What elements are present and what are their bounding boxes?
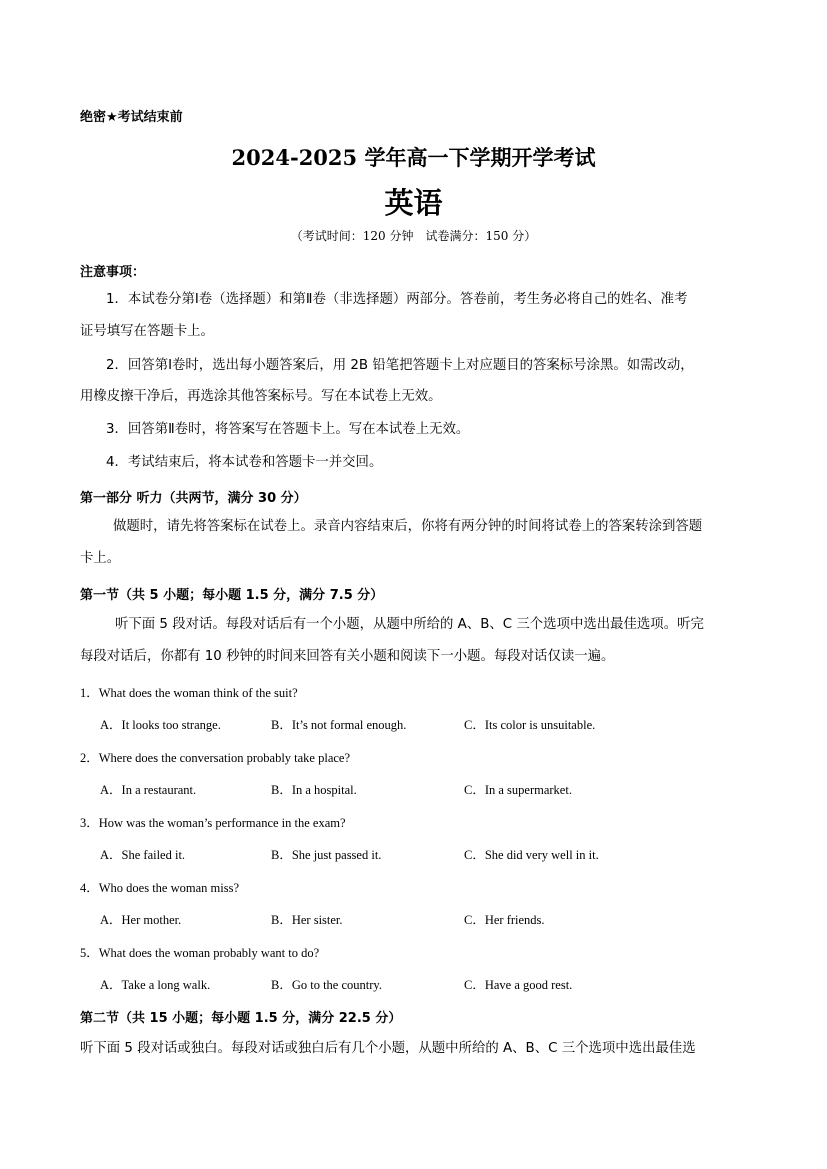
exam-title: 2024-2025 学年高一下学期开学考试 bbox=[231, 145, 596, 170]
question-2: 2．Where does the conversation probably take place? bbox=[80, 751, 351, 765]
part1-intro-line-2: 卡上。 bbox=[80, 551, 121, 566]
question-4-option-b: B．Her sister. bbox=[271, 913, 343, 927]
part1-intro-line-1: 做题时，请先将答案标在试卷上。录音内容结束后，你将有两分钟的时间将试卷上的答案转涂到答题 bbox=[113, 519, 703, 534]
section1-intro-line-1: 听下面 5 段对话。每段对话后有一个小题，从题中所给的 A、B、C 三个选项中选出最佳选项。听完 bbox=[115, 617, 704, 632]
notice-item-1-line-2: 证号填写在答题卡上。 bbox=[80, 324, 214, 339]
subject-title: 英语 bbox=[384, 186, 443, 220]
question-5-option-a: A．Take a long walk. bbox=[100, 978, 211, 992]
question-3-option-c: C．She did very well in it. bbox=[464, 848, 599, 862]
question-1: 1．What does the woman think of the suit? bbox=[80, 686, 298, 700]
confidential-label: 绝密★考试结束前 bbox=[80, 110, 183, 125]
notice-heading: 注意事项： bbox=[80, 265, 146, 280]
question-3-option-b: B．She just passed it. bbox=[271, 848, 382, 862]
question-4-option-a: A．Her mother. bbox=[100, 913, 182, 927]
notice-item-3: 3．回答第Ⅱ卷时，将答案写在答题卡上。写在本试卷上无效。 bbox=[106, 422, 470, 437]
question-2-option-c: C．In a supermarket. bbox=[464, 783, 572, 797]
question-4-option-c: C．Her friends. bbox=[464, 913, 545, 927]
question-5-option-b: B．Go to the country. bbox=[271, 978, 382, 992]
section2-heading: 第二节（共 15 小题；每小题 1.5 分，满分 22.5 分） bbox=[80, 1011, 402, 1026]
question-4: 4．Who does the woman miss? bbox=[80, 881, 240, 895]
notice-item-4: 4．考试结束后，将本试卷和答题卡一并交回。 bbox=[106, 455, 383, 470]
question-3-option-a: A．She failed it. bbox=[100, 848, 186, 862]
question-5-option-c: C．Have a good rest. bbox=[464, 978, 573, 992]
notice-item-1-line-1: 1．本试卷分第Ⅰ卷（选择题）和第Ⅱ卷（非选择题）两部分。答卷前，考生务必将自己的姓名、准考 bbox=[106, 292, 688, 307]
question-1-option-a: A．It looks too strange. bbox=[100, 718, 221, 732]
notice-item-2-line-2: 用橡皮擦干净后，再选涂其他答案标号。写在本试卷上无效。 bbox=[80, 389, 442, 404]
section2-intro-line-1: 听下面 5 段对话或独白。每段对话或独白后有几个小题，从题中所给的 A、B、C 三个选项中选出最佳选 bbox=[80, 1041, 696, 1056]
question-3: 3．How was the woman’s performance in the exam? bbox=[80, 816, 346, 830]
question-1-option-c: C．Its color is unsuitable. bbox=[464, 718, 596, 732]
notice-item-2-line-1: 2．回答第Ⅰ卷时，选出每小题答案后，用 2B 铅笔把答题卡上对应题目的答案标号涂黑。如需改动， bbox=[106, 358, 694, 373]
section1-heading: 第一节（共 5 小题；每小题 1.5 分，满分 7.5 分） bbox=[80, 588, 384, 603]
part1-heading: 第一部分 听力（共两节，满分 30 分） bbox=[80, 491, 307, 506]
question-2-option-b: B．In a hospital. bbox=[271, 783, 357, 797]
question-1-option-b: B．It’s not formal enough. bbox=[271, 718, 407, 732]
question-2-option-a: A．In a restaurant. bbox=[100, 783, 197, 797]
question-5: 5．What does the woman probably want to do? bbox=[80, 946, 320, 960]
section1-intro-line-2: 每段对话后，你都有 10 秒钟的时间来回答有关小题和阅读下一小题。每段对话仅读一遍。 bbox=[80, 649, 615, 664]
exam-info: （考试时间：120 分钟 试卷满分：150 分） bbox=[290, 229, 537, 243]
